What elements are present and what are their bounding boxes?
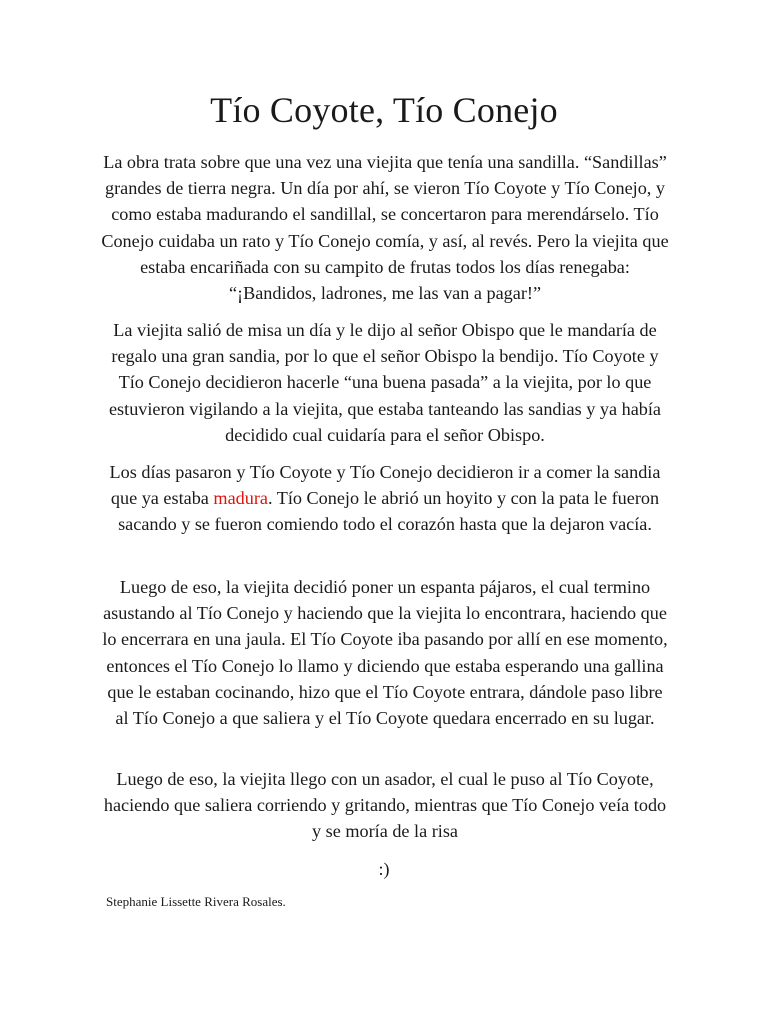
paragraph-3-text-after: . Tío Conejo le abrió un hoyito y con la pata le fueron sacando y se fueron comiendo todo el corazón hasta que la dejaron vacía. xyxy=(118,488,660,535)
paragraph-4: Luego de eso, la viejita decidió poner un espanta pájaros, el cual termino asustando al Tío Conejo y haciendo que la viejita lo encontrara, haciendo que lo encerrara en una jaula. El Tío Coyote iba pasando por allí en ese momento, entonces el Tío Conejo lo llamo y diciendo que estaba esperando una gallina que le estaban cocinando, hizo que el Tío Coyote entrara, dándole paso libre al Tío Conejo a que saliera y el Tío Coyote quedara encerrado en su lugar. xyxy=(102,577,668,729)
author-signature: Stephanie Lissette Rivera Rosales. xyxy=(106,894,286,909)
paragraph-3-text-before: Los días pasaron y Tío Coyote y Tío Conejo decidieron ir a comer la sandia que ya estaba xyxy=(109,462,661,509)
paragraph-2: La viejita salió de misa un día y le dijo al señor Obispo que le mandaría de regalo una gran sandia, por lo que el señor Obispo la bendijo. Tío Coyote y Tío Conejo decidieron hacerle “una buena pasada” a la viejita, por lo que estuvieron vigilando a la viejita, que estaba tanteando las sandias y ya había decidido cual cuidaría para el señor Obispo. xyxy=(108,320,661,445)
paragraph-1: La obra trata sobre que una vez una viejita que tenía una sandilla. “Sandillas” grandes de tierra negra. Un día por ahí, se vieron Tío Coyote y Tío Conejo, y como estaba madurando el sandillal, se concertaron para merendárselo. Tío Conejo cuidaba un rato y Tío Conejo comía, y así, al revés. Pero la viejita que estaba encariñada con su campito de frutas todos los días renegaba: “¡Bandidos, ladrones, me las van a pagar!” xyxy=(101,152,669,304)
paragraph-5: Luego de eso, la viejita llego con un asador, el cual le puso al Tío Coyote, haciendo que saliera corriendo y gritando, mientras que Tío Conejo veía todo y se moría de la risa xyxy=(103,769,667,842)
closing-smiley: :) xyxy=(378,859,390,879)
highlighted-word: madura xyxy=(213,488,268,509)
paragraph-3 xyxy=(100,459,670,538)
document-title: Tío Coyote, Tío Conejo xyxy=(210,90,558,130)
